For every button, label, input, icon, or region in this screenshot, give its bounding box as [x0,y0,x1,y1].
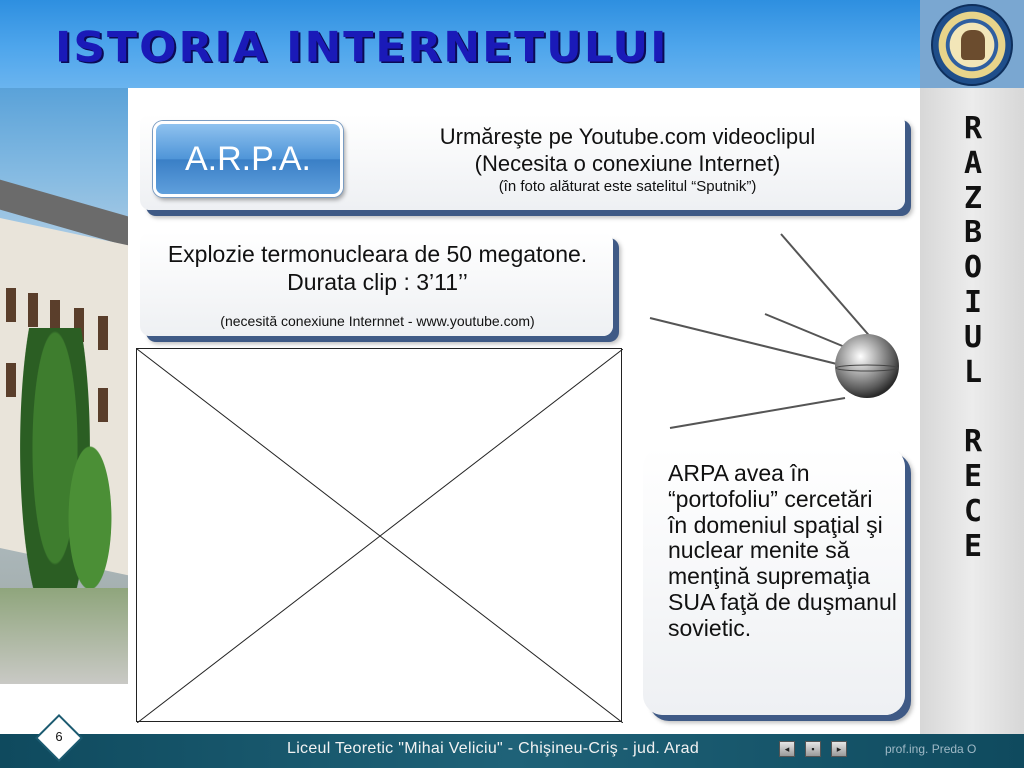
building-window [98,316,108,350]
vertical-letter: R [963,111,983,146]
page-number: 6 [55,729,63,744]
building-window [98,388,108,422]
youtube-instruction: Urmăreşte pe Youtube.com videoclipul [439,124,816,149]
video-placeholder-cross-icon [137,349,623,723]
connection-note: (Necesita o conexiune Internet) [474,151,781,176]
header-bar [0,0,920,88]
video-title: Explozie termonucleara de 50 megatone. Durata clip : 3’11’’ [167,241,588,295]
video-description-text [150,240,605,330]
school-logo [931,4,1013,86]
logo-bust-icon [961,30,985,60]
vertical-letter: A [963,145,983,181]
vertical-letter: C [963,493,983,529]
nav-back-icon[interactable]: ◂ [779,741,795,757]
ground [0,588,128,684]
arpa-button[interactable]: A.R.P.A. [153,121,343,197]
building-window [6,288,16,322]
page-title: ISTORIA INTERNETULUI [55,23,669,72]
vertical-spacer [945,390,1001,425]
nav-home-icon[interactable]: ▪ [805,741,821,757]
vertical-letter: U [963,319,983,355]
vertical-letter: E [963,458,983,494]
arpa-info-text: ARPA avea în “portofoliu” cercetări în domeniul spaţial şi nuclear menite să menţină supremaţia SUA faţă de duşmanul sovietic. [668,460,897,641]
building-window [6,363,16,397]
video-note: (necesită conexiune Internnet - www.youtube.com) [220,313,535,329]
vertical-letter: L [963,354,983,390]
building-window [28,293,38,327]
vertical-letter: O [963,250,983,286]
author-signature: prof.ing. Preda O [885,742,977,756]
vertical-letter: B [963,215,983,251]
top-panel-text [355,123,900,196]
vertical-title [945,112,1001,564]
vertical-letter: I [963,284,983,320]
nav-forward-icon[interactable]: ▸ [831,741,847,757]
vertical-letter: R [963,424,983,460]
video-placeholder[interactable] [136,348,622,722]
school-building-photo [0,88,128,684]
photo-caption: (în foto alăturat este satelitul “Sputnik”) [498,178,757,195]
vertical-letter: Z [963,180,983,216]
school-name: Liceul Teoretic "Mihai Veliciu" - Chişineu-Criş - jud. Arad [287,740,700,757]
sputnik-satellite-image [645,228,915,438]
vertical-letter: E [963,528,983,564]
